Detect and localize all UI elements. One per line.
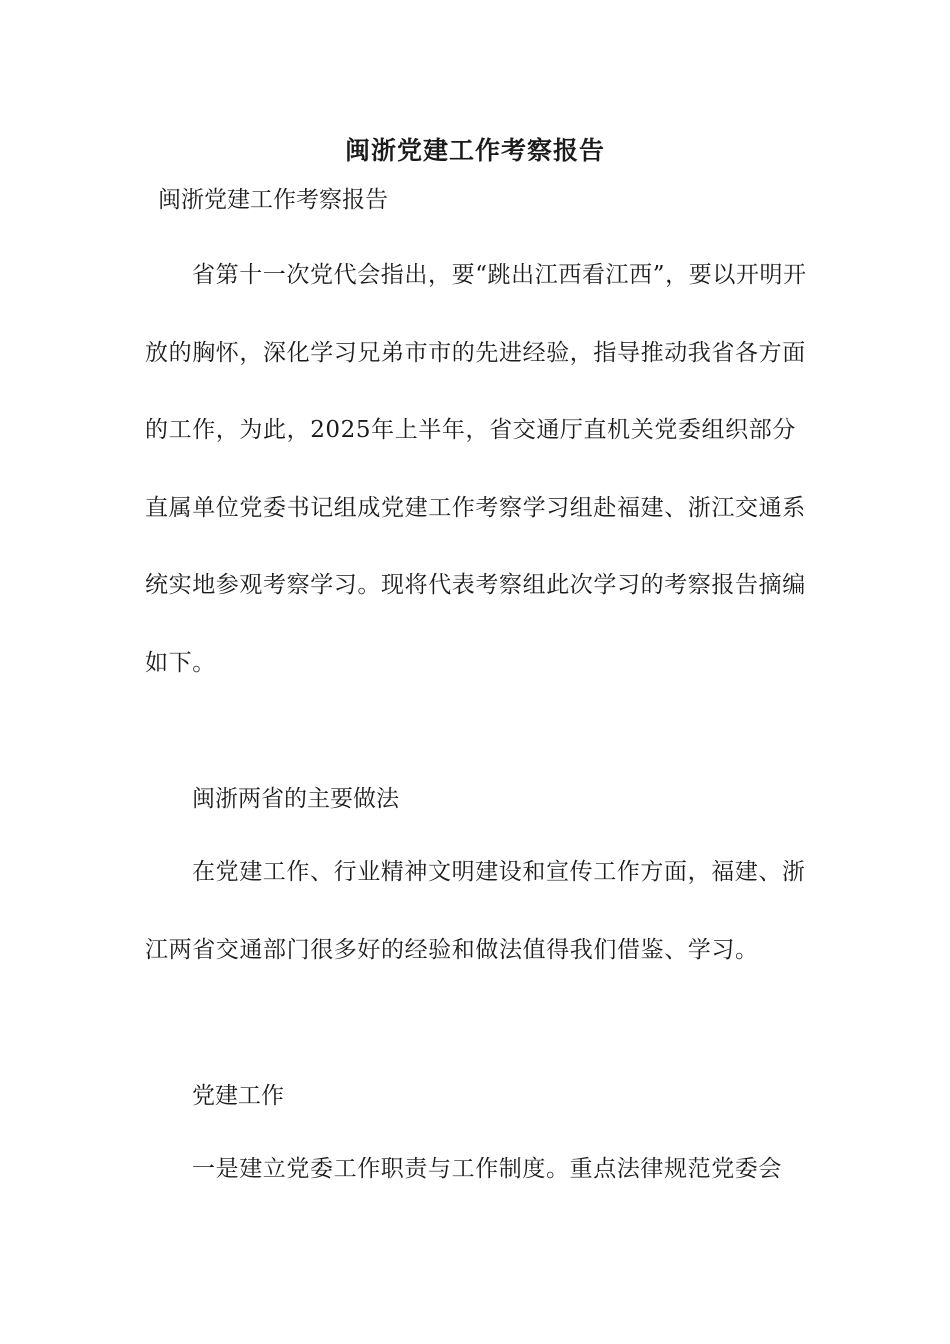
paragraph-practices: 在党建工作、行业精神文明建设和宣传工作方面，福建、浙江两省交通部门很多好的经验和做法值得我们借鉴、学习。 <box>145 859 806 963</box>
document-subtitle: 闽浙党建工作考察报告 <box>158 187 388 213</box>
document-title: 闽浙党建工作考察报告 <box>344 136 605 165</box>
paragraph-intro: 省第十一次党代会指出，要“跳出江西看江西”，要以开明开放的胸怀，深化学习兄弟市市的先进经验，指导推动我省各方面的工作，为此，2025年上半年，省交通厅直机关党委组织部分直属单位党委书记组成党建工作考察学习组赴福建、浙江交通系统实地参观考察学习。现将代表考察组此次学习的考察报告摘编如下。 <box>145 262 807 676</box>
paragraph-party-building: 一是建立党委工作职责与工作制度。重点法律规范党委会 <box>192 1156 782 1182</box>
section-heading-main-practices: 闽浙两省的主要做法 <box>192 786 399 812</box>
section-heading-party-building: 党建工作 <box>192 1083 284 1109</box>
